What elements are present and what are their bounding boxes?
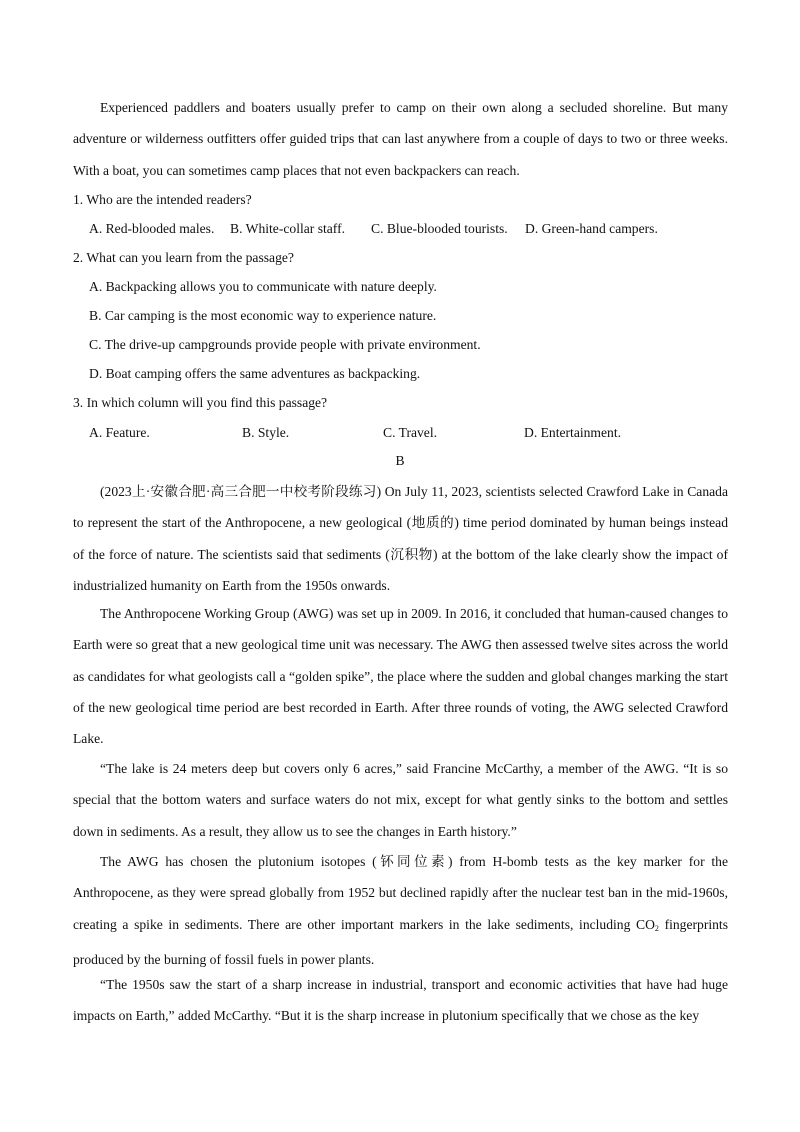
section-b-paragraph-2: The Anthropocene Working Group (AWG) was set up in 2009. In 2016, it concluded that human-caused changes to Earth were so great that a new geological time unit was necessary. The AWG then assessed twelve sites across the world as candidates for what geologists call a “golden spike”, the place where the sudden and global changes marking the start of the new geological time period are best recorded in Earth. After three rounds of voting, the AWG selected Crawford Lake. [73, 606, 728, 747]
section-b-paragraph-4 [73, 846, 728, 975]
question-2-stem: 2. What can you learn from the passage? [73, 250, 294, 265]
question-1-option-a: A. Red-blooded males. [89, 221, 215, 236]
question-2-option-c: C. The drive-up campgrounds provide people with private environment. [89, 337, 481, 352]
question-3-option-a: A. Feature. [89, 425, 150, 440]
question-1-option-d: D. Green-hand campers. [525, 221, 658, 236]
question-3-option-b: B. Style. [242, 425, 290, 440]
section-b-paragraph-5: “The 1950s saw the start of a sharp increase in industrial, transport and economic activities that have had huge impacts on Earth,” added McCarthy. “But it is the sharp increase in plutonium specifically that we chose as the key [73, 977, 728, 1024]
paragraph-4-text-end: fingerprints produced by the burning of fossil fuels in power plants. [73, 916, 728, 967]
question-1-option-b: B. White-collar staff. [230, 221, 346, 236]
section-b-heading: B [395, 453, 405, 468]
question-3-option-d: D. Entertainment. [524, 425, 622, 440]
section-b-paragraph-1: (2023上·安徽合肥·高三合肥一中校考阶段练习) On July 11, 2023, scientists selected Crawford Lake in Canada to represent the start of the Anthropocene, a new geological (地质的) time period dominated by human beings instead of the force of nature. The scientists said that sediments (沉积物) at the bottom of the lake clearly show the impact of industrialized humanity on Earth from the 1950s onwards. [73, 484, 728, 593]
question-1-option-c: C. Blue-blooded tourists. [371, 221, 508, 236]
question-3-stem: 3. In which column will you find this passage? [73, 395, 328, 410]
question-1-stem: 1. Who are the intended readers? [73, 192, 252, 207]
section-b-paragraph-3: “The lake is 24 meters deep but covers only 6 acres,” said Francine McCarthy, a member of the AWG. “It is so special that the bottom waters and surface waters do not mix, except for what gently sinks to the bottom and settles down in sediments. As a result, they allow us to see the changes in Earth history.” [73, 761, 728, 839]
co2-subscript: 2 [654, 923, 659, 933]
question-2-option-b: B. Car camping is the most economic way to experience nature. [89, 308, 437, 323]
question-3-option-c: C. Travel. [383, 425, 438, 440]
paragraph-4-text-start: The AWG has chosen the plutonium isotopes (钚同位素) from H-bomb tests as the key marker for the Anthropocene, as they were spread globally from 1952 but declined rapidly after the nuclear test ban in the mid-1960s, creating a spike in sediments. There are other important markers in the lake sediments, including CO [73, 854, 728, 932]
question-2-option-d: D. Boat camping offers the same adventures as backpacking. [89, 366, 421, 381]
question-2-option-a: A. Backpacking allows you to communicate with nature deeply. [89, 279, 437, 294]
passage-a-closing-paragraph: Experienced paddlers and boaters usually prefer to camp on their own along a secluded shoreline. But many adventure or wilderness outfitters offer guided trips that can last anywhere from a couple of days to two or three weeks. With a boat, you can sometimes camp places that not even backpackers can reach. [73, 100, 728, 178]
